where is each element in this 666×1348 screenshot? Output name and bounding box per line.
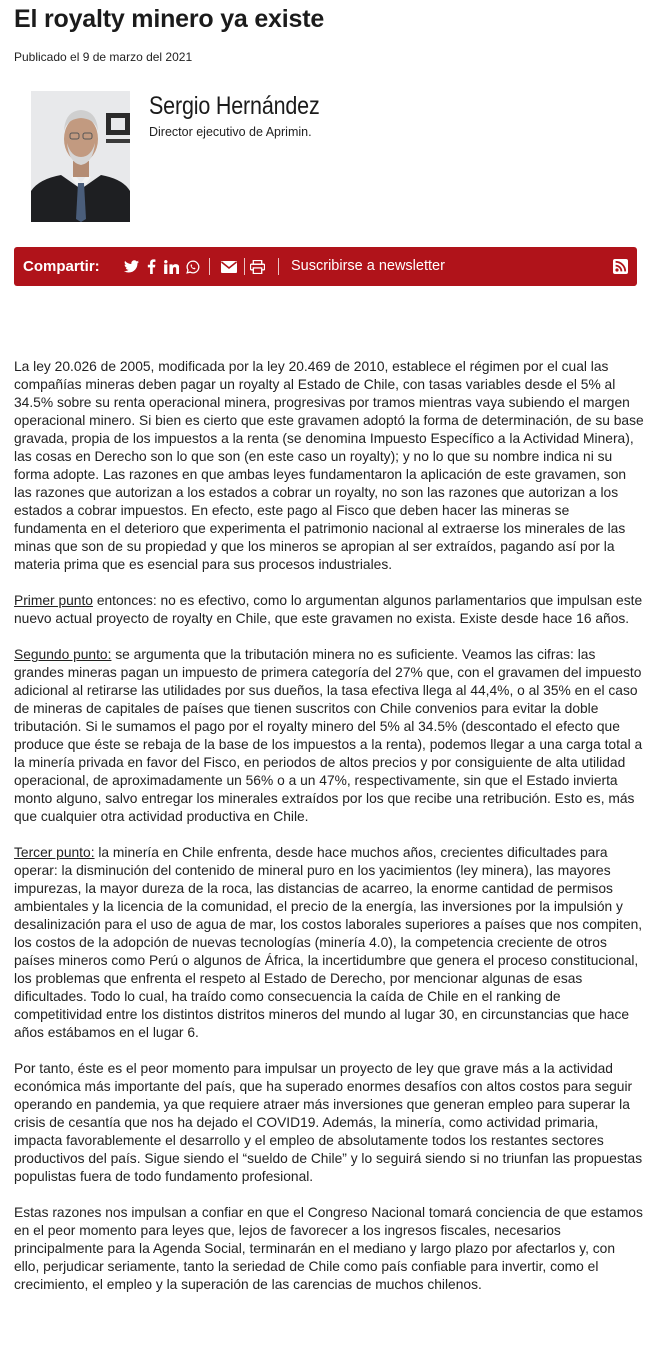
whatsapp-icon[interactable] [185, 257, 200, 276]
share-divider [244, 258, 245, 275]
paragraph-text: La ley 20.026 de 2005, modificada por la ley 20.469 de 2010, establece el régimen por el cual las compañías mineras deben pagar un royalty al Estado de Chile, con tasas variables desde el 5% al 34.5% sobre su renta operacional minera, progresivas por tramos mientras vaya subiendo el margen operacional minero. Si bien es cierto que este gravamen adoptó la forma de determinación, de su base gravada, propia de los impuestos a la renta (se denomina Impuesto Específico a la Actividad Minera), las cosas en Derecho son lo que son (en este caso un royalty); y no lo que su nombre indica ni su forma adopte. Las razones en que ambas leyes fundamentaron la aplicación de este gravamen, son las razones que autorizan a los estados a cobrar un royalty, no son las razones que autorizan a los estados a cobrar impuestos. En efecto, este pago al Fisco que deben hacer las mineras se fundamenta en el deterioro que experimenta el patrimonio nacional al extraerse los minerales de las minas que son de su propiedad y que los mineros se apropian al ser extraídos, pagando así por la materia prima que es esencial para sus procesos industriales. [14, 359, 644, 572]
article-body [14, 358, 644, 1312]
print-icon[interactable] [249, 257, 265, 276]
section-lead: Tercer punto: [14, 845, 95, 860]
article-paragraph [14, 646, 644, 826]
email-icon[interactable] [220, 257, 237, 276]
publish-date: Publicado el 9 de marzo del 2021 [14, 50, 193, 64]
author-role: Director ejecutivo de Aprimin. [149, 125, 312, 139]
newsletter-link[interactable]: Suscribirse a newsletter [291, 258, 445, 274]
facebook-icon[interactable] [146, 257, 156, 276]
section-lead: Segundo punto: [14, 647, 112, 662]
share-divider [209, 258, 210, 275]
paragraph-text: se argumenta que la tributación minera no es suficiente. Veamos las cifras: las grandes mineras pagan un impuesto de primera categoría del 27% que, con el gravamen del impuesto adicional al retirarse las utilidades por sus dueños, la tasa efectiva llega al 44,4%, o al 35% en el caso de mineras de capitales de países que tienen suscritos con Chile convenios para evitar la doble tributación. Si le sumamos el pago por el royalty minero del 5% al 34.5% (descontado el efecto que produce que éste se rebaja de la base de los impuestos a la renta), podemos llegar a una carga total a la minería privada en favor del Fisco, en periodos de altos precios y por consiguiente de alta utilidad operacional, de aproximadamente un 56% o a un 47%, respectivamente, sin que el Estado invierta monto alguno, salvo entregar los minerales extraídos por los que recibe una retribución. Esto es, más que cualquier otra actividad productiva en Chile. [14, 647, 643, 824]
section-lead: Primer punto [14, 593, 93, 608]
share-divider [278, 258, 279, 275]
paragraph-text: entonces: no es efectivo, como lo argumentan algunos parlamentarios que impulsan este nuevo actual proyecto de royalty en Chile, que este gravamen no exista. Existe desde hace 16 años. [14, 593, 643, 626]
article-paragraph [14, 844, 644, 1042]
article-title: El royalty minero ya existe [14, 5, 325, 33]
article-paragraph [14, 1060, 644, 1186]
article-paragraph [14, 358, 644, 574]
paragraph-text: la minería en Chile enfrenta, desde hace muchos años, crecientes dificultades para operar: la disminución del contenido de mineral puro en los yacimientos (ley minera), las mayores impurezas, la mayor dureza de la roca, las distancias de acarreo, la enorme cantidad de permisos ambientales y la licencia de la comunidad, el precio de la energía, las inversiones por la impulsión y desalinización para el uso de agua de mar, los costos laborales superiores a países que nos compiten, los costos de la adopción de nuevas tecnologías (minería 4.0), la competencia creciente de otros países mineros como Perú o algunos de África, la incertidumbre que genera el proceso constitucional, los problemas que enfrenta el respeto al Estado de Derecho, por mencionar algunas de esas dificultades. Todo lo cual, ha traído como consecuencia la caída de Chile en el ranking de competitividad entre los distintos distritos mineros del mundo al lugar 30, en circunstancias que hace años estábamos en el lugar 6. [14, 845, 643, 1040]
article-paragraph [14, 592, 644, 628]
article-paragraph [14, 1204, 644, 1294]
share-bar [14, 247, 637, 286]
paragraph-text: Estas razones nos impulsan a confiar en que el Congreso Nacional tomará conciencia de que estamos en el peor momento para leyes que, lejos de favorecer a los ingresos fiscales, necesarios principalmente para la Agenda Social, terminarán en el mediano y largo plazo por afectarlos y, con ello, perjudicar seriamente, tanto la seriedad de Chile como país confiable para invertir, como el crecimiento, el empleo y la superación de las carencias de muchos chilenos. [14, 1205, 643, 1292]
author-name[interactable]: Sergio Hernández [149, 92, 320, 120]
linkedin-icon[interactable] [163, 257, 179, 276]
rss-icon[interactable] [613, 259, 628, 274]
author-portrait-icon [31, 91, 130, 222]
twitter-icon[interactable] [124, 257, 139, 276]
author-photo [31, 91, 130, 222]
paragraph-text: Por tanto, éste es el peor momento para impulsar un proyecto de ley que grave más a la actividad económica más importante del país, que ha superado enormes desafíos con altos costos para seguir operando en pandemia, ya que requiere atraer más inversiones que generan empleo para superar la crisis de cesantía que nos ha dejado el COVID19. Además, la minería, como actividad primaria, impacta favorablemente el desarrollo y el empleo de absolutamente todos los restantes sectores productivos del país. Sigue siendo el “sueldo de Chile” y lo seguirá siendo si no triunfan las propuestas populistas fuera de todo fundamento profesional. [14, 1061, 643, 1184]
share-label: Compartir: [23, 258, 100, 275]
